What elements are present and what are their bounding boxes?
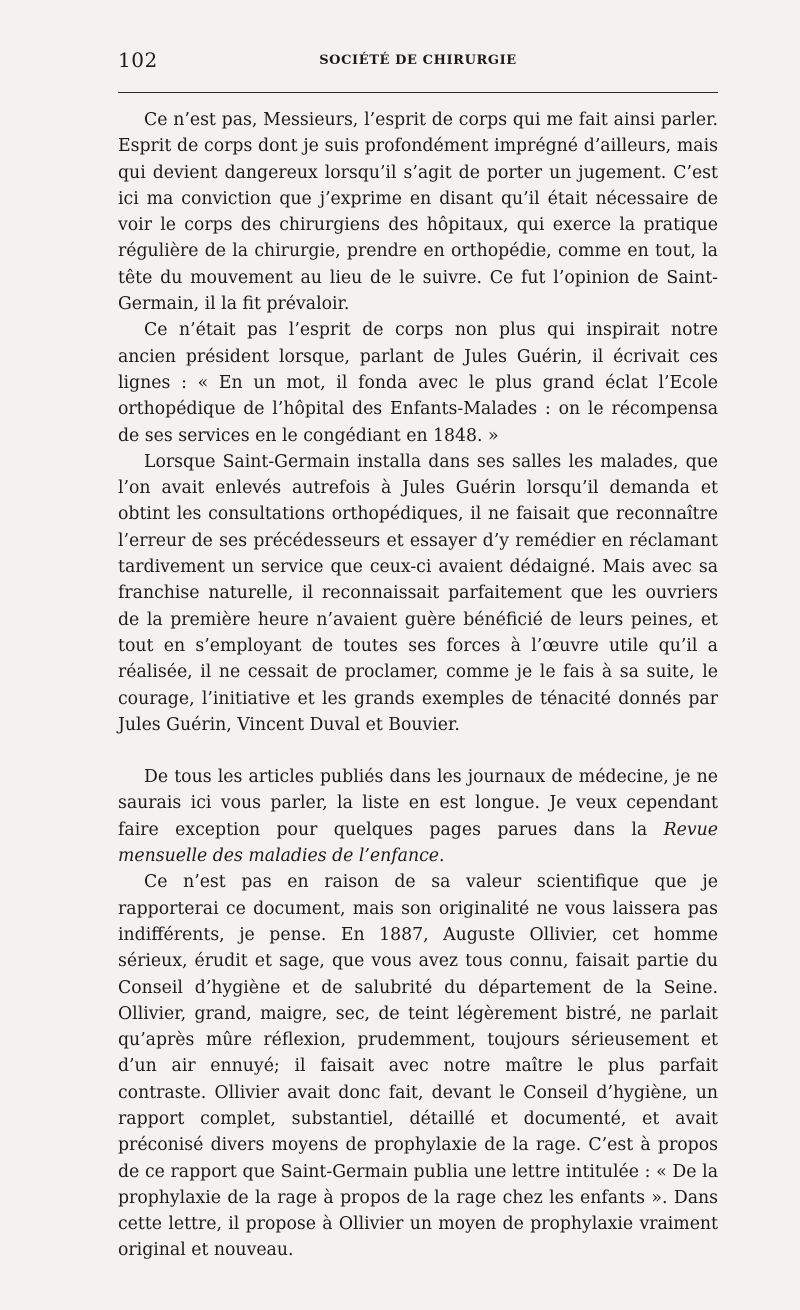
header-rule <box>118 92 718 93</box>
paragraph-5: Ce n’est pas en raison de sa valeur scientifique que je rapporterai ce document, mais son originalité ne vous laissera pas indifférents, je pense. En 1887, Auguste Ollivier, cet homme sérieux, érudit et sage, que vous avez tous connu, faisait partie du Conseil d’hygiène et de salubrité du département de la Seine. Ollivier, grand, maigre, sec, de teint légèrement bistré, ne parlait qu’après mûre réflexion, prudemment, toujours sérieusement et d’un air ennuyé; il faisait avec notre maître le plus parfait contraste. Ollivier avait donc fait, devant le Conseil d’hygiène, un rapport complet, substantiel, détaillé et documenté, et avait préconisé divers moyens de prophylaxie de la rage. C’est à propos de ce rapport que Saint-Germain publia une lettre intitulée : « De la prophylaxie de la rage à propos de la rage chez les enfants ». Dans cette lettre, il propose à Ollivier un moyen de prophylaxie vraiment original et nouveau. <box>118 872 718 1261</box>
running-title: SOCIÉTÉ DE CHIRURGIE <box>319 53 517 68</box>
body-text <box>118 107 718 1264</box>
paragraph-4 <box>118 764 718 869</box>
paragraph-4-end: . <box>439 846 445 867</box>
paragraph-2: Ce n’était pas l’esprit de corps non plus qui inspirait notre ancien président lorsque, parlant de Jules Guérin, il écrivait ces lignes : « En un mot, il fonda avec le plus grand éclat l’Ecole orthopédique de l’hôpital des Enfants-Malades : on le récompensa de ses services en le congédiant en 1848. » <box>118 320 718 446</box>
page-header <box>118 48 718 74</box>
journal-title: Revue mensuelle des maladies de l’enfance <box>118 819 718 867</box>
paragraph-4-text: De tous les articles publiés dans les journaux de médecine, je ne saurais ici vous parler, la liste en est longue. Je veux cependant faire exception pour quelques pages parues dans la <box>118 767 718 840</box>
paragraph-1: Ce n’est pas, Messieurs, l’esprit de corps qui me fait ainsi parler. Esprit de corps dont je suis profondément imprégné d’ailleurs, mais qui devient dangereux lorsqu’il s’agit de porter un jugement. C’est ici ma conviction que j’exprime en disant qu’il était nécessaire de voir le corps des chirurgiens des hôpitaux, qui exerce la pratique régulière de la chirurgie, prendre en orthopédie, comme en tout, la tête du mouvement au lieu de le suivre. Ce fut l’opinion de Saint-Germain, il la fit prévaloir. <box>118 110 718 315</box>
paragraph-3: Lorsque Saint-Germain installa dans ses salles les malades, que l’on avait enlevés autrefois à Jules Guérin lorsqu’il demanda et obtint les consultations orthopédiques, il ne faisait que reconnaître l’erreur de ses précédesseurs et essayer d’y remédier en réclamant tardivement un service que ceux-ci avaient dédaigné. Mais avec sa franchise naturelle, il reconnaissait parfaitement que les ouvriers de la première heure n’avaient guère bénéficié de leurs peines, et tout en s’employant de toutes ses forces à l’œuvre utile qu’il a réalisée, il ne cessait de proclamer, comme je le fais à sa suite, le courage, l’initiative et les grands exemples de ténacité donnés par Jules Guérin, Vincent Duval et Bouvier. <box>118 451 718 735</box>
page-number: 102 <box>118 48 158 72</box>
